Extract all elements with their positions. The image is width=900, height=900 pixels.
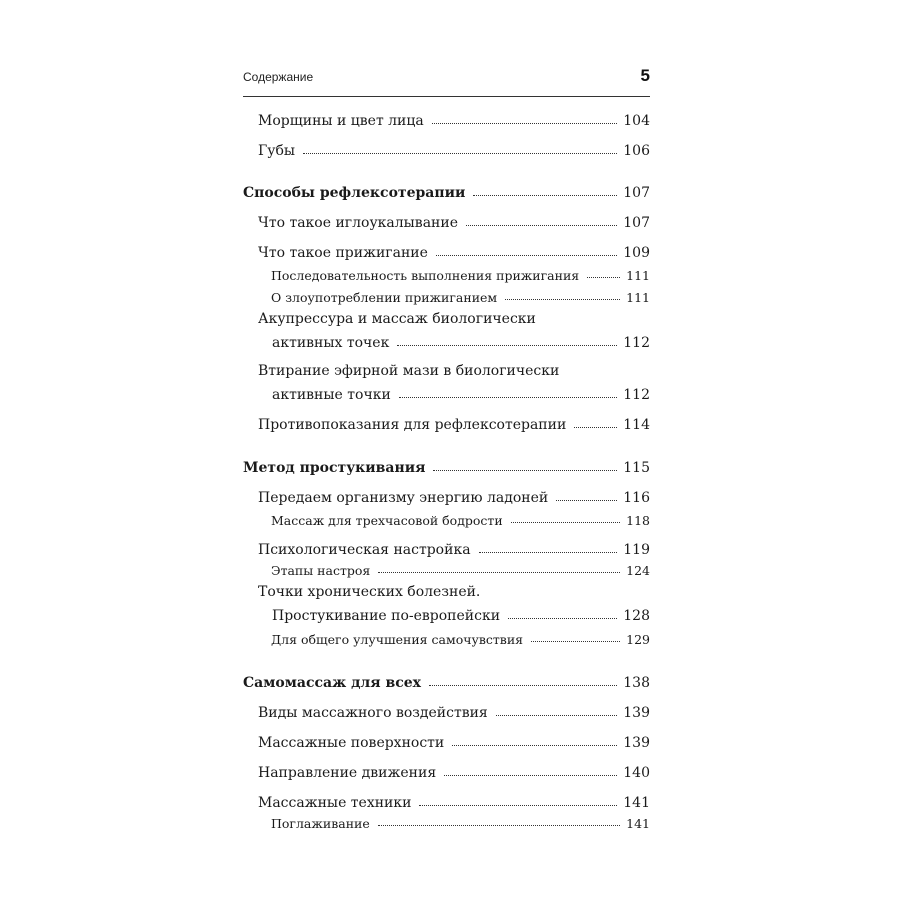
toc-entry-page: 106 bbox=[623, 143, 650, 159]
toc-entry-label-line1: Акупрессура и массаж биологически bbox=[258, 311, 536, 327]
toc-chapter bbox=[243, 670, 650, 690]
dot-leader bbox=[419, 805, 617, 806]
toc-entry-label: Губы bbox=[258, 143, 296, 159]
toc-entry-label: Простукивание по-европейски bbox=[272, 608, 501, 624]
toc-entry-page: 141 bbox=[626, 815, 650, 831]
dot-leader bbox=[397, 345, 617, 346]
dot-leader bbox=[444, 775, 617, 776]
dot-leader bbox=[436, 255, 617, 256]
toc-subentry bbox=[271, 284, 650, 304]
toc-entry-label-line1: Точки хронических болезней. bbox=[258, 584, 481, 600]
toc-chapter-label: Метод простукивания bbox=[243, 460, 426, 476]
dot-leader bbox=[399, 397, 617, 398]
toc-entry-page: 107 bbox=[623, 215, 650, 231]
toc-entry-label: Направление движения bbox=[258, 765, 437, 781]
toc-entry-page: 116 bbox=[623, 490, 650, 506]
toc-entry-label: Противопоказания для рефлексотерапии bbox=[258, 417, 567, 433]
toc-entry bbox=[258, 537, 650, 557]
toc-entry-page: 107 bbox=[623, 185, 650, 201]
toc-entry-label: активных точек bbox=[272, 335, 390, 351]
toc-entry bbox=[272, 330, 650, 350]
dot-leader bbox=[508, 618, 617, 619]
dot-leader bbox=[473, 195, 617, 196]
toc-entry-label: Морщины и цвет лица bbox=[258, 113, 424, 129]
toc-entry-label: Что такое иглоукалывание bbox=[258, 215, 458, 231]
toc-entry-label: Массаж для трехчасовой бодрости bbox=[271, 512, 503, 528]
toc-entry-page: 104 bbox=[623, 113, 650, 129]
dot-leader bbox=[378, 825, 620, 826]
toc-subentry bbox=[271, 626, 650, 646]
toc-entry-page: 109 bbox=[623, 245, 650, 261]
toc-entry-label: Поглаживание bbox=[271, 815, 370, 831]
toc-subentry bbox=[271, 810, 650, 830]
dot-leader bbox=[429, 685, 617, 686]
toc-entry bbox=[258, 240, 650, 260]
toc-entry-page: 141 bbox=[623, 795, 650, 811]
dot-leader bbox=[574, 427, 617, 428]
dot-leader bbox=[479, 552, 618, 553]
toc-subentry bbox=[271, 262, 650, 282]
toc-entry-label: Массажные техники bbox=[258, 795, 412, 811]
dot-leader bbox=[452, 745, 617, 746]
toc-entry bbox=[258, 108, 650, 128]
toc-entry bbox=[258, 412, 650, 432]
toc-entry-label: О злоупотреблении прижиганием bbox=[271, 289, 498, 305]
dot-leader bbox=[433, 470, 617, 471]
toc-entry bbox=[272, 603, 650, 623]
dot-leader bbox=[587, 277, 620, 278]
toc-entry-page: 139 bbox=[623, 735, 650, 751]
toc-entry bbox=[258, 700, 650, 720]
toc-entry bbox=[272, 382, 650, 402]
toc-entry-label: активные точки bbox=[272, 387, 391, 403]
toc-chapter bbox=[243, 180, 650, 200]
toc-entry bbox=[258, 138, 650, 158]
toc-entry-page: 119 bbox=[623, 542, 650, 558]
toc-entry bbox=[258, 760, 650, 780]
toc-entry-label: Что такое прижигание bbox=[258, 245, 428, 261]
toc-entry-label: Массажные поверхности bbox=[258, 735, 445, 751]
toc-entry-label: Последовательность выполнения прижигания bbox=[271, 267, 580, 283]
toc-entry-page: 111 bbox=[626, 289, 650, 305]
toc-entry-page: 112 bbox=[623, 387, 650, 403]
toc-entry-page: 140 bbox=[623, 765, 650, 781]
toc-chapter-label: Способы рефлексотерапии bbox=[243, 185, 466, 201]
toc-entry bbox=[258, 730, 650, 750]
dot-leader bbox=[496, 715, 618, 716]
toc-chapter bbox=[243, 455, 650, 475]
toc-subentry bbox=[271, 557, 650, 577]
toc-entry-page: 112 bbox=[623, 335, 650, 351]
toc-entry bbox=[258, 485, 650, 505]
dot-leader bbox=[303, 153, 617, 154]
toc-entry-page: 115 bbox=[623, 460, 650, 476]
running-header-title: Содержание bbox=[243, 70, 314, 84]
toc-entry-label: Передаем организму энергию ладоней bbox=[258, 490, 549, 506]
dot-leader bbox=[505, 299, 620, 300]
toc-entry-label: Виды массажного воздействия bbox=[258, 705, 488, 721]
table-of-contents bbox=[243, 0, 650, 900]
toc-entry-label: Психологическая настройка bbox=[258, 542, 471, 558]
toc-entry-page: 124 bbox=[626, 562, 650, 578]
dot-leader bbox=[466, 225, 617, 226]
toc-entry bbox=[258, 790, 650, 810]
toc-entry-label-line1: Втирание эфирной мази в биологически bbox=[258, 363, 560, 379]
toc-entry bbox=[258, 210, 650, 230]
toc-entry-page: 138 bbox=[623, 675, 650, 691]
toc-entry-page: 111 bbox=[626, 267, 650, 283]
dot-leader bbox=[378, 572, 620, 573]
dot-leader bbox=[531, 641, 620, 642]
toc-chapter-label: Самомассаж для всех bbox=[243, 675, 422, 691]
toc-entry-page: 129 bbox=[626, 631, 650, 647]
toc-entry-page: 128 bbox=[623, 608, 650, 624]
toc-entry-page: 114 bbox=[623, 417, 650, 433]
toc-entry-label: Этапы настроя bbox=[271, 562, 371, 578]
toc-entry-page: 139 bbox=[623, 705, 650, 721]
dot-leader bbox=[432, 123, 618, 124]
dot-leader bbox=[511, 522, 620, 523]
toc-subentry bbox=[271, 507, 650, 527]
toc-entry-page: 118 bbox=[626, 512, 650, 528]
toc-entry-label: Для общего улучшения самочувствия bbox=[271, 631, 524, 647]
page-number: 5 bbox=[640, 66, 650, 85]
dot-leader bbox=[556, 500, 617, 501]
